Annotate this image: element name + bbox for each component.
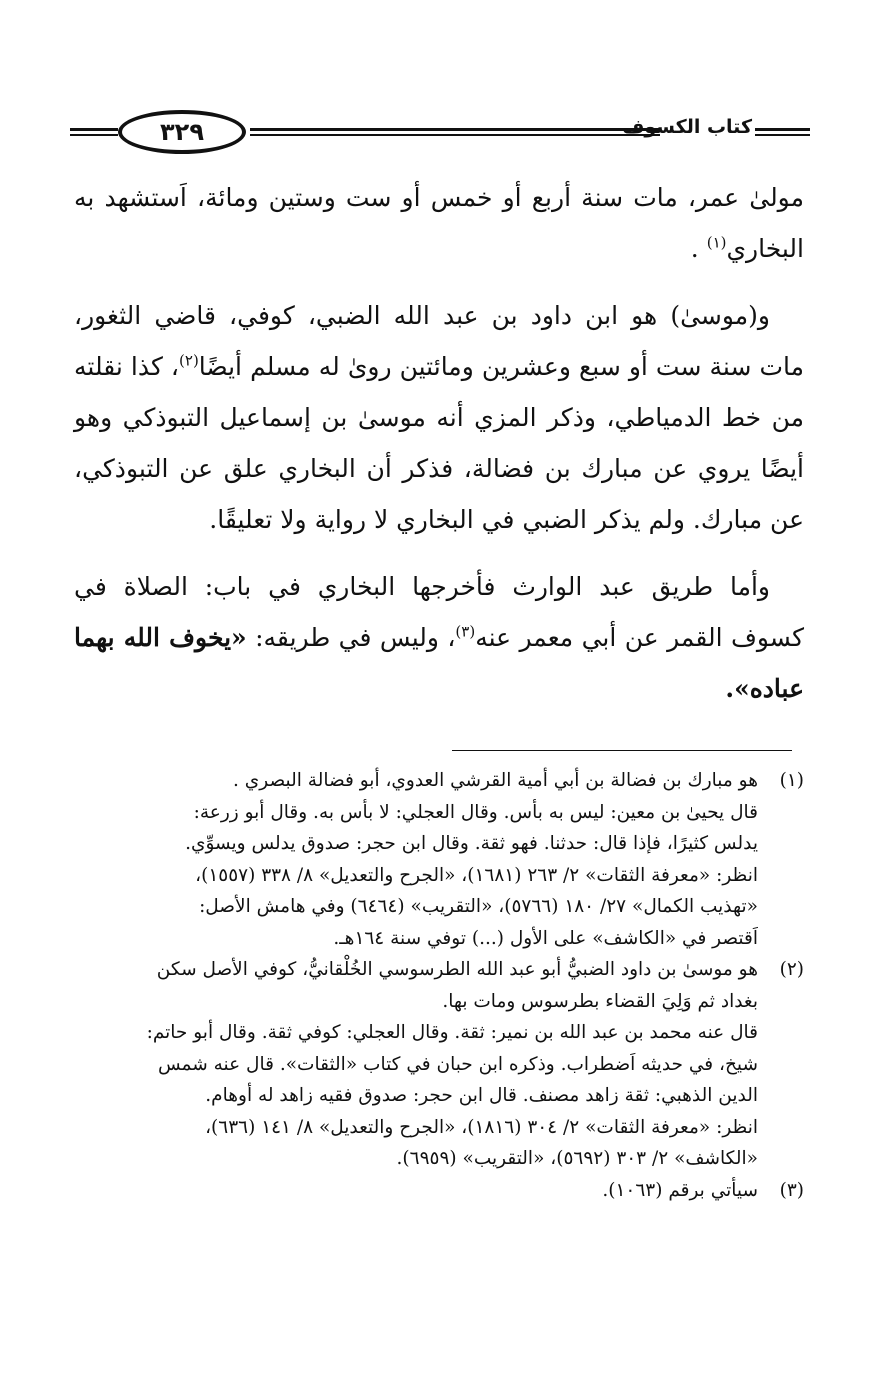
footnote-separator <box>452 750 792 751</box>
header-rule-middle <box>250 128 660 139</box>
footnote-number: (٣) <box>779 1179 804 1201</box>
paragraph-1-tail: . <box>690 234 699 263</box>
page-header <box>70 108 810 158</box>
paragraph-3-quote: «يخوف الله بهما عباده». <box>74 623 804 703</box>
footnote-body <box>74 954 758 1175</box>
footnote-ref-2: (٢) <box>179 351 199 370</box>
page-number: ٣٢٩ <box>118 110 246 154</box>
header-rule-right <box>755 128 810 139</box>
footnote-line: «الكاشف» ٢/ ٣٠٣ (٥٦٩٢)، «التقريب» (٦٩٥٩). <box>396 1148 758 1169</box>
footnote-line: انظر: «معرفة الثقات» ٢/ ٢٦٣ (١٦٨١)، «الجرح والتعديل» ٨/ ٣٣٨ (١٥٥٧)، <box>195 864 758 886</box>
footnote-body <box>74 1175 758 1207</box>
paragraph-3-part1: وأما طريق عبد الوارث فأخرجها البخاري في باب: الصلاة في كسوف القمر عن أبي معمر عنه <box>74 572 804 652</box>
footnote-ref-3: (٣) <box>455 622 476 641</box>
footnote-line: يدلس كثيرًا، فإذا قال: حدثنا. فهو ثقة. وقال ابن حجر: صدوق يدلس ويسوِّي. <box>185 833 758 854</box>
footnote-ref-1: (١) <box>706 233 727 252</box>
footnote-2 <box>74 954 804 1175</box>
footnote-body <box>74 765 758 954</box>
paragraph-1-text: مولىٰ عمر، مات سنة أربع أو خمس أو ست وستين ومائة، اَستشهد به البخاري <box>74 183 804 263</box>
paragraph-2 <box>74 290 804 545</box>
header-rule-left <box>70 128 118 139</box>
footnote-line: «تهذيب الكمال» ٢٧/ ١٨٠ (٥٧٦٦)، «التقريب» (٦٤٦٤) وفي هامش الأصل: <box>199 896 758 917</box>
paragraph-2-part1: و(موسىٰ) هو ابن داود بن عبد الله الضبي، كوفي، قاضي الثغور، مات سنة ست أو سبع وعشرين ومائتين روىٰ له مسلم أيضًا <box>74 301 804 381</box>
footnote-number: (١) <box>779 770 804 791</box>
footnote-line: بغداد ثم وَلِيَ القضاء بطرسوس ومات بها. <box>442 990 758 1012</box>
footnote-number: (٢) <box>779 959 804 980</box>
footnote-line: قال يحيىٰ بن معين: ليس به بأس. وقال العجلي: لا بأس به. وقال أبو زرعة: <box>193 801 758 823</box>
footnote-line: انظر: «معرفة الثقات» ٢/ ٣٠٤ (١٨١٦)، «الجرح والتعديل» ٨/ ١٤١ (٦٣٦)، <box>205 1116 758 1138</box>
footnote-line: هو موسىٰ بن داود الضبيُّ أبو عبد الله الطرسوسي الخُلْقانيُّ، كوفي الأصل سكن <box>156 959 758 980</box>
paragraph-1 <box>74 172 804 274</box>
main-text <box>74 172 804 714</box>
paragraph-3-part2: ، وليس في طريقه: <box>246 623 456 652</box>
footnotes <box>74 765 804 1206</box>
paragraph-3 <box>74 561 804 714</box>
footnote-line: سيأتي برقم (١٠٦٣). <box>602 1179 758 1201</box>
footnote-line: قال عنه محمد بن عبد الله بن نمير: ثقة. وقال العجلي: كوفي ثقة. وقال أبو حاتم: <box>146 1022 758 1043</box>
footnote-line: شيخ، في حديثه اَضطراب. وذكره ابن حبان في كتاب «الثقات». قال عنه شمس <box>157 1053 758 1075</box>
footnote-line: هو مبارك بن فضالة بن أبي أمية القرشي العدوي، أبو فضالة البصري . <box>233 770 758 791</box>
running-title: كتاب الكسوف <box>622 116 752 138</box>
footnote-line: الدين الذهبي: ثقة زاهد مصنف. قال ابن حجر: صدوق فقيه زاهد له أوهام. <box>205 1085 758 1106</box>
footnote-1 <box>74 765 804 954</box>
paragraph-2-part2: ، كذا نقلته من خط الدمياطي، وذكر المزي أنه موسىٰ بن إسماعيل التبوذكي وهو أيضًا يروي عن مبارك بن فضالة، فذكر أن البخاري علق عن التبوذكي، عن مبارك. ولم يذكر الضبي في البخاري لا رواية ولا تعليقًا. <box>74 352 804 534</box>
footnote-line: اَقتصر في «الكاشف» على الأول (...) توفي سنة ١٦٤هـ. <box>333 927 758 949</box>
footnote-3 <box>74 1175 804 1207</box>
